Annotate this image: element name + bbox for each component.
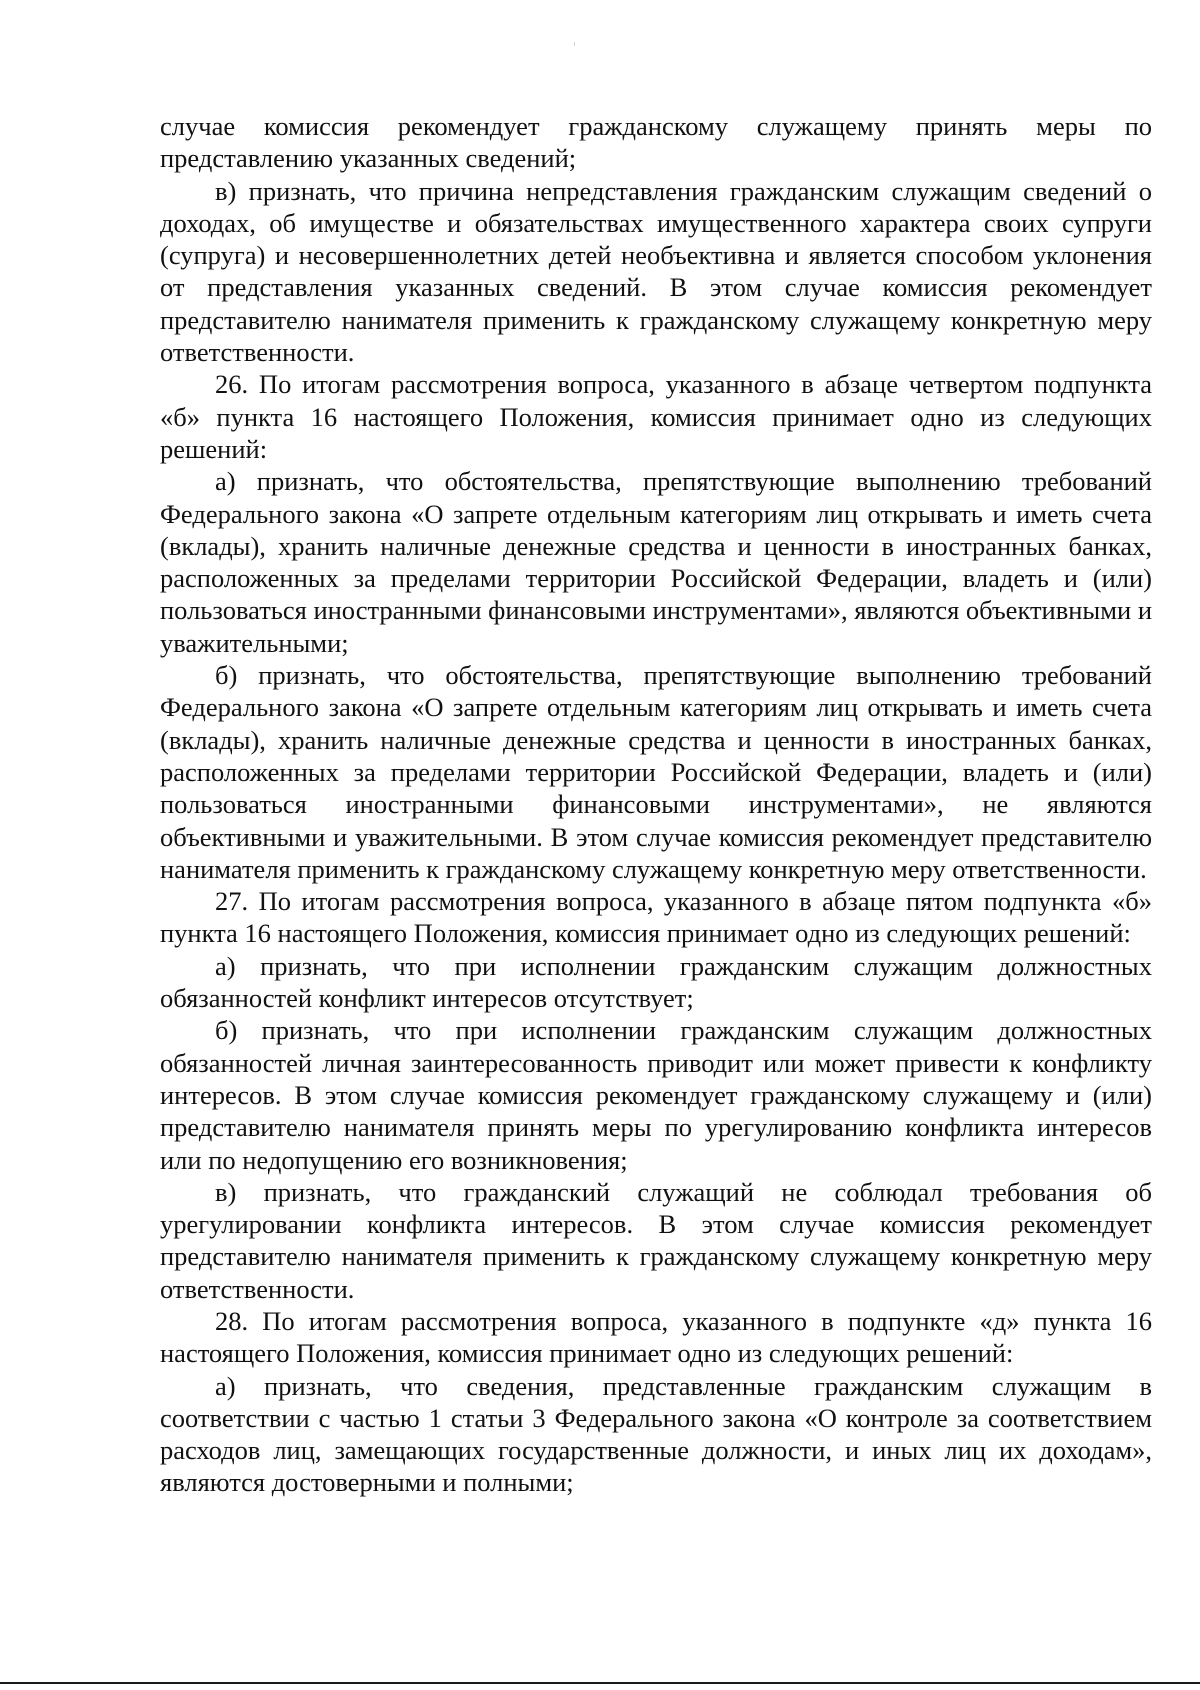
paragraph-26: 26. По итогам рассмотрения вопроса, указанного в абзаце четвертом подпункта «б» пункта 16 настоящего Положения, комиссия принимает одно из следующих решений: [160,369,1152,464]
paragraph-27a: а) признать, что при исполнении гражданским служащим должностных обязанностей конфликт интересов отсутствует; [160,950,1152,1014]
document-body [160,110,1152,1499]
paragraph-28a: а) признать, что сведения, представленные гражданским служащим в соответствии с частью 1 статьи 3 Федерального закона «О контроле за соответствием расходов лиц, замещающих государственные должности, и иных лиц их доходам», являются достоверными и полными; [160,1370,1152,1498]
paragraph-27: 27. По итогам рассмотрения вопроса, указанного в абзаце пятом подпункта «б» пункта 16 настоящего Положения, комиссия принимает одно из следующих решений: [160,886,1152,949]
paragraph-continuation: случае комиссия рекомендует гражданскому служащему принять меры по представлению указанных сведений; [160,111,1152,174]
paragraph-27b: б) признать, что при исполнении гражданским служащим должностных обязанностей личная заинтересованность приводит или может привести к конфликту интересов. В этом случае комиссия рекомендует гражданскому служащему и (или) представителю нанимателя принять меры по урегулированию конфликта интересов или по недопущению его возникновения; [160,1015,1152,1175]
paragraph-26b: б) признать, что обстоятельства, препятствующие выполнению требований Федерального закона «О запрете отдельным категориям лиц открывать и иметь счета (вклады), хранить наличные денежные средства и ценности в иностранных банках, расположенных за пределами территории Российской Федерации, владеть и (или) пользоваться иностранными финансовыми инструментами», не являются объективными и уважительными. В этом случае комиссия рекомендует представителю нанимателя применить к гражданскому служащему конкретную меру ответственности. [160,660,1152,884]
paragraph-25v: в) признать, что причина непредставления гражданским служащим сведений о доходах, об имуществе и обязательствах имущественного характера своих супруги (супруга) и несовершеннолетних детей необъективна и является способом уклонения от представления указанных сведений. В этом случае комиссия рекомендует представителю нанимателя применить к гражданскому служащему конкретную меру ответственности. [160,175,1152,368]
paragraph-27v: в) признать, что гражданский служащий не соблюдал требования об урегулировании конфликта интересов. В этом случае комиссия рекомендует представителю нанимателя применить к гражданскому служащему конкретную меру ответственности. [160,1176,1152,1304]
scan-edge-line [0,1682,1200,1684]
paragraph-26a: а) признать, что обстоятельства, препятствующие выполнению требований Федерального закона «О запрете отдельным категориям лиц открывать и иметь счета (вклады), хранить наличные денежные средства и ценности в иностранных банках, расположенных за пределами территории Российской Федерации, владеть и (или) пользоваться иностранными финансовыми инструментами», являются объективными и уважительными; [160,466,1152,658]
paragraph-28: 28. По итогам рассмотрения вопроса, указанного в подпункте «д» пункта 16 настоящего Положения, комиссия принимает одно из следующих решений: [160,1305,1152,1369]
scan-speck [574,42,575,46]
